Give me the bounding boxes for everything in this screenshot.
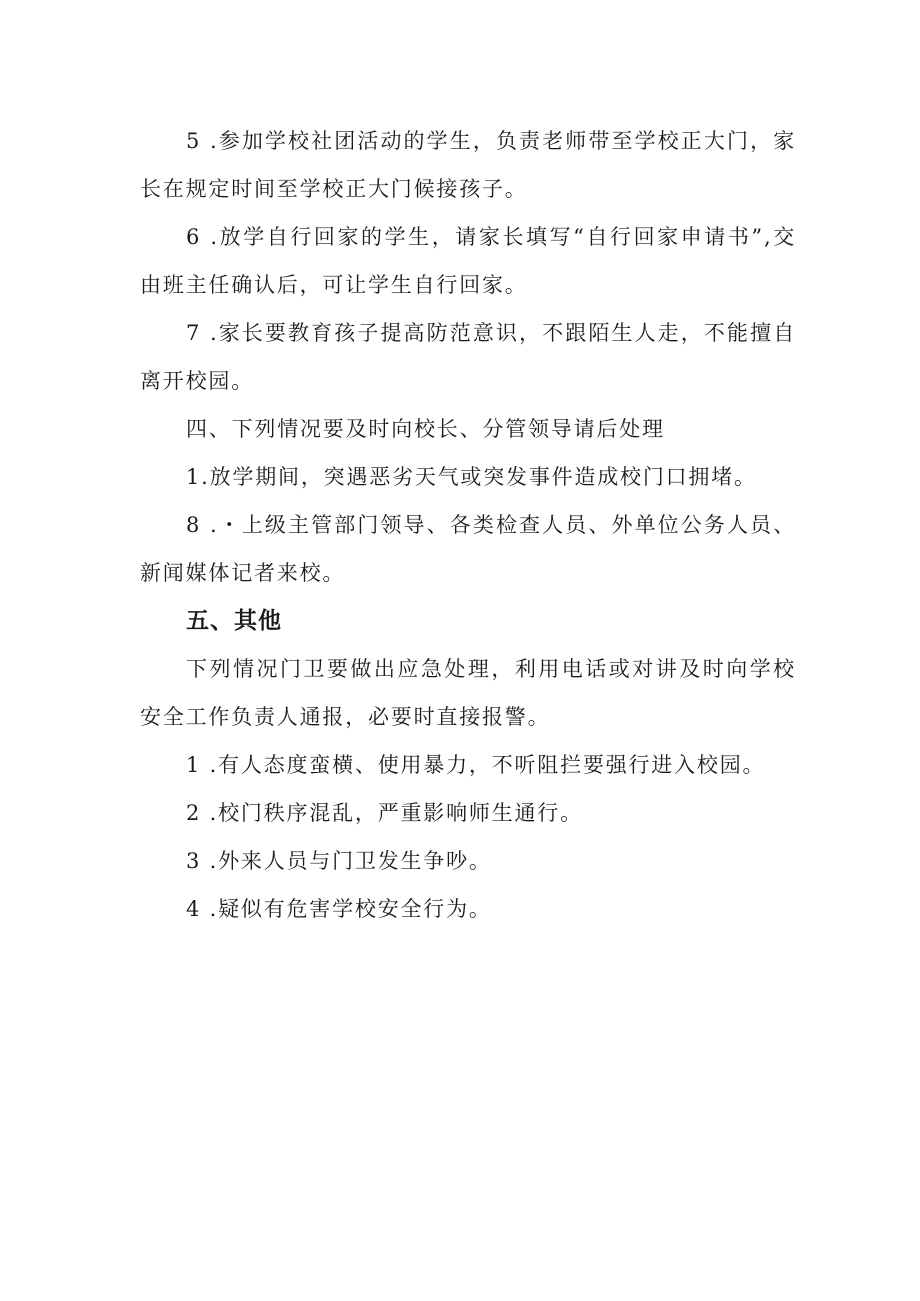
- paragraph-item-5: 5 .参加学校社团活动的学生，负责老师带至学校正大门，家长在规定时间至学校正大门候接孩子。: [140, 129, 796, 201]
- paragraph-item-7: 7 .家长要教育孩子提高防范意识，不跟陌生人走，不能擅自离开校园。: [140, 321, 796, 393]
- paragraph-item-8: 8 .・上级主管部门领导、各类检查人员、外单位公务人员、新闻媒体记者来校。: [140, 513, 796, 585]
- paragraph-item-6: 6 .放学自行回家的学生，请家长填写“自行回家申请书”,交由班主任确认后，可让学生自行回家。: [140, 225, 796, 297]
- document-body: [140, 117, 796, 933]
- paragraph-section-four-item-1: 1.放学期间，突遇恶劣天气或突发事件造成校门口拥堵。: [186, 465, 757, 489]
- section-five-item-1: 1 .有人态度蛮横、使用暴力，不听阻拦要强行进入校园。: [186, 753, 766, 777]
- section-four-heading: 四、下列情况要及时向校长、分管领导请后处理: [186, 417, 665, 441]
- section-five-item-3: 3 .外来人员与门卫发生争吵。: [186, 849, 492, 873]
- section-five-heading: 五、其他: [186, 608, 282, 634]
- section-five-intro: 下列情况门卫要做出应急处理，利用电话或对讲及时向学校安全工作负责人通报，必要时直接报警。: [140, 657, 796, 729]
- section-five-item-2: 2 .校门秩序混乱，严重影响师生通行。: [186, 801, 583, 825]
- section-five-item-4: 4 .疑似有危害学校安全行为。: [186, 897, 492, 921]
